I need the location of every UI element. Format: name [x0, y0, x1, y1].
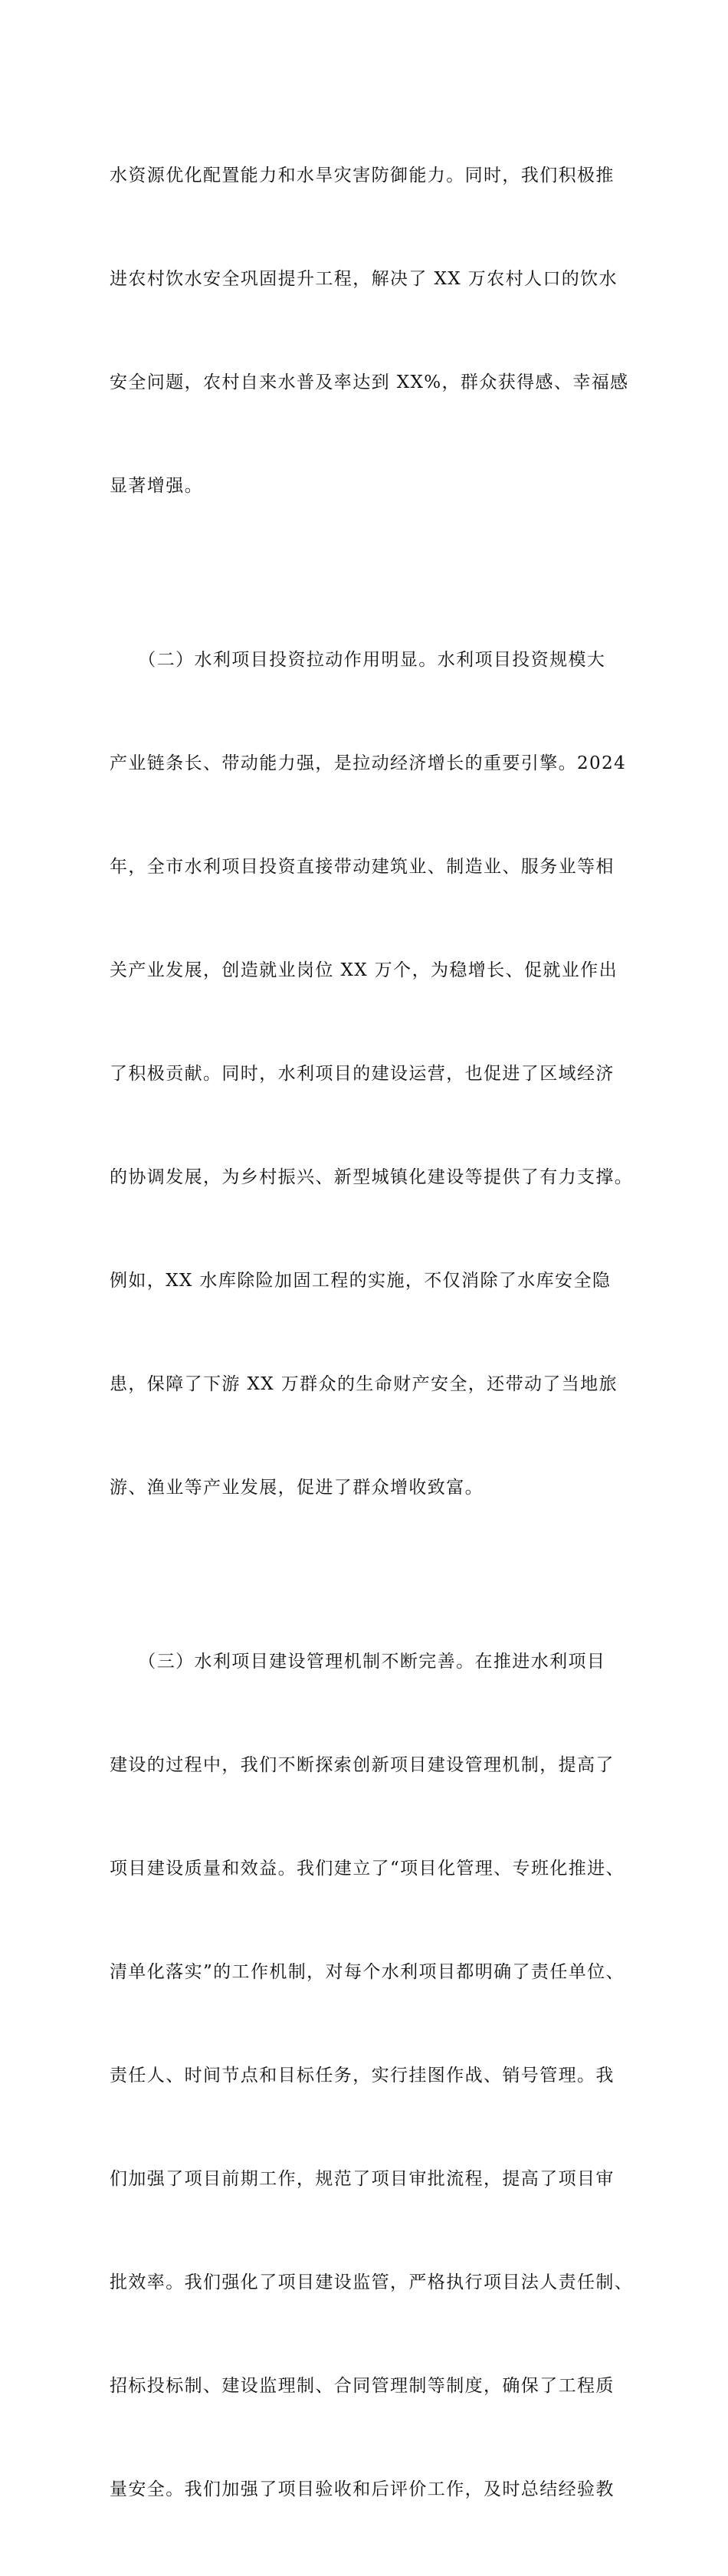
text-line: 批效率。我们强化了项目建设监管，严格执行项目法人责任制、 — [110, 2272, 634, 2292]
text-line: 游、渔业等产业发展，促进了群众增收致富。 — [110, 1478, 484, 1498]
text-line: 量安全。我们加强了项目验收和后评价工作，及时总结经验教 — [110, 2479, 615, 2499]
paragraph-1 — [110, 90, 629, 573]
text-line: 们加强了项目前期工作，规范了项目审批流程，提高了项目审 — [110, 2169, 615, 2189]
text-line: 水资源优化配置能力和水旱灾害防御能力。同时，我们积极推 — [110, 166, 615, 185]
text-line: 显著增强。 — [110, 476, 203, 496]
text-line: 患，保障了下游 XX 万群众的生命财产安全，还带动了当地旅 — [110, 1374, 618, 1394]
text-line: 责任人、时间节点和目标任务，实行挂图作战、销号管理。我 — [110, 2066, 615, 2085]
text-line: （二）水利项目投资拉动作用明显。水利项目投资规模大 — [110, 650, 606, 670]
text-line: 招标投标制、建设监理制、合同管理制等制度，确保了工程质 — [110, 2376, 615, 2396]
text-line: 关产业发展，创造就业岗位 XX 万个，为稳增长、促就业作出 — [110, 960, 618, 980]
text-line: 的协调发展，为乡村振兴、新型城镇化建设等提供了有力支撑。 — [110, 1167, 634, 1187]
text-line: 了积极贡献。同时，水利项目的建设运营，也促进了区域经济 — [110, 1064, 615, 1084]
text-line: 项目建设质量和效益。我们建立了“项目化管理、专班化推进、 — [110, 1859, 625, 1879]
text-line: 产业链条长、带动能力强，是拉动经济增长的重要引擎。2024 — [110, 753, 627, 773]
text-line: 安全问题，农村自来水普及率达到 XX%，群众获得感、幸福感 — [110, 372, 629, 392]
paragraph-2 — [110, 574, 634, 1574]
text-line: （三）水利项目建设管理机制不断完善。在推进水利项目 — [110, 1652, 606, 1672]
paragraph-3 — [110, 1576, 634, 2576]
text-line: 建设的过程中，我们不断探索创新项目建设管理机制，提高了 — [110, 1755, 615, 1775]
document-body — [110, 90, 634, 2576]
text-line: 清单化落实”的工作机制，对每个水利项目都明确了责任单位、 — [110, 1962, 625, 1982]
text-line: 年，全市水利项目投资直接带动建筑业、制造业、服务业等相 — [110, 857, 615, 877]
text-line: 进农村饮水安全巩固提升工程，解决了 XX 万农村人口的饮水 — [110, 269, 618, 289]
text-line: 例如，XX 水库除险加固工程的实施，不仅消除了水库安全隐 — [110, 1271, 612, 1291]
